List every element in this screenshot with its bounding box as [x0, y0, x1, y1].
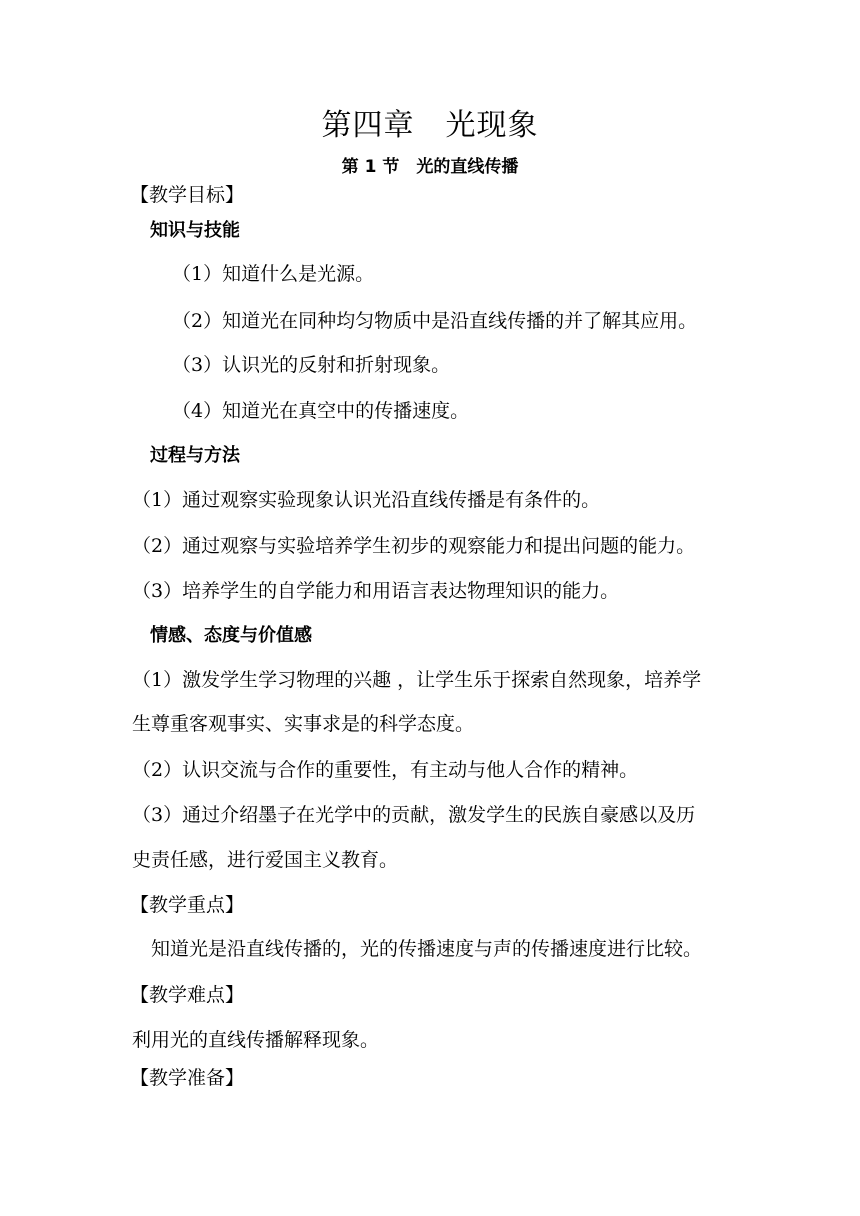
attitude-line: （2）认识交流与合作的重要性，有主动与他人合作的精神。 [132, 759, 639, 781]
key-points-text: 知道光是沿直线传播的，光的传播速度与声的传播速度进行比较。 [151, 938, 703, 960]
process-item: （3）培养学生的自学能力和用语言表达物理知识的能力。 [132, 580, 620, 602]
knowledge-item: （1）知道什么是光源。 [172, 263, 375, 285]
difficulties-text: 利用光的直线传播解释现象。 [132, 1029, 380, 1051]
attitude-line: 史责任感，进行爱国主义教育。 [132, 849, 399, 871]
process-item: （2）通过观察与实验培养学生初步的观察能力和提出问题的能力。 [132, 535, 696, 557]
preparation-header: 【教学准备】 [130, 1067, 245, 1089]
process-item: （1）通过观察实验现象认识光沿直线传播是有条件的。 [132, 489, 601, 511]
objectives-header: 【教学目标】 [130, 184, 245, 206]
chapter-title: 第四章 光现象 [321, 108, 539, 143]
knowledge-heading: 知识与技能 [150, 220, 240, 241]
process-heading: 过程与方法 [150, 445, 240, 466]
difficulties-header: 【教学难点】 [130, 984, 245, 1006]
key-points-header: 【教学重点】 [130, 894, 245, 916]
knowledge-item: （2）知道光在同种均匀物质中是沿直线传播的并了解其应用。 [172, 310, 698, 332]
knowledge-item: （3）认识光的反射和折射现象。 [172, 354, 451, 376]
attitude-line: （1）激发学生学习物理的兴趣 ，让学生乐于探索自然现象，培养学 [132, 669, 702, 691]
section-subtitle: 第 1 节 光的直线传播 [341, 157, 519, 177]
knowledge-item: （4）知道光在真空中的传播速度。 [172, 400, 470, 422]
attitude-heading: 情感、态度与价值感 [150, 625, 312, 646]
attitude-line: （3）通过介绍墨子在光学中的贡献，激发学生的民族自豪感以及历 [132, 804, 696, 826]
attitude-line: 生尊重客观事实、实事求是的科学态度。 [132, 713, 475, 735]
